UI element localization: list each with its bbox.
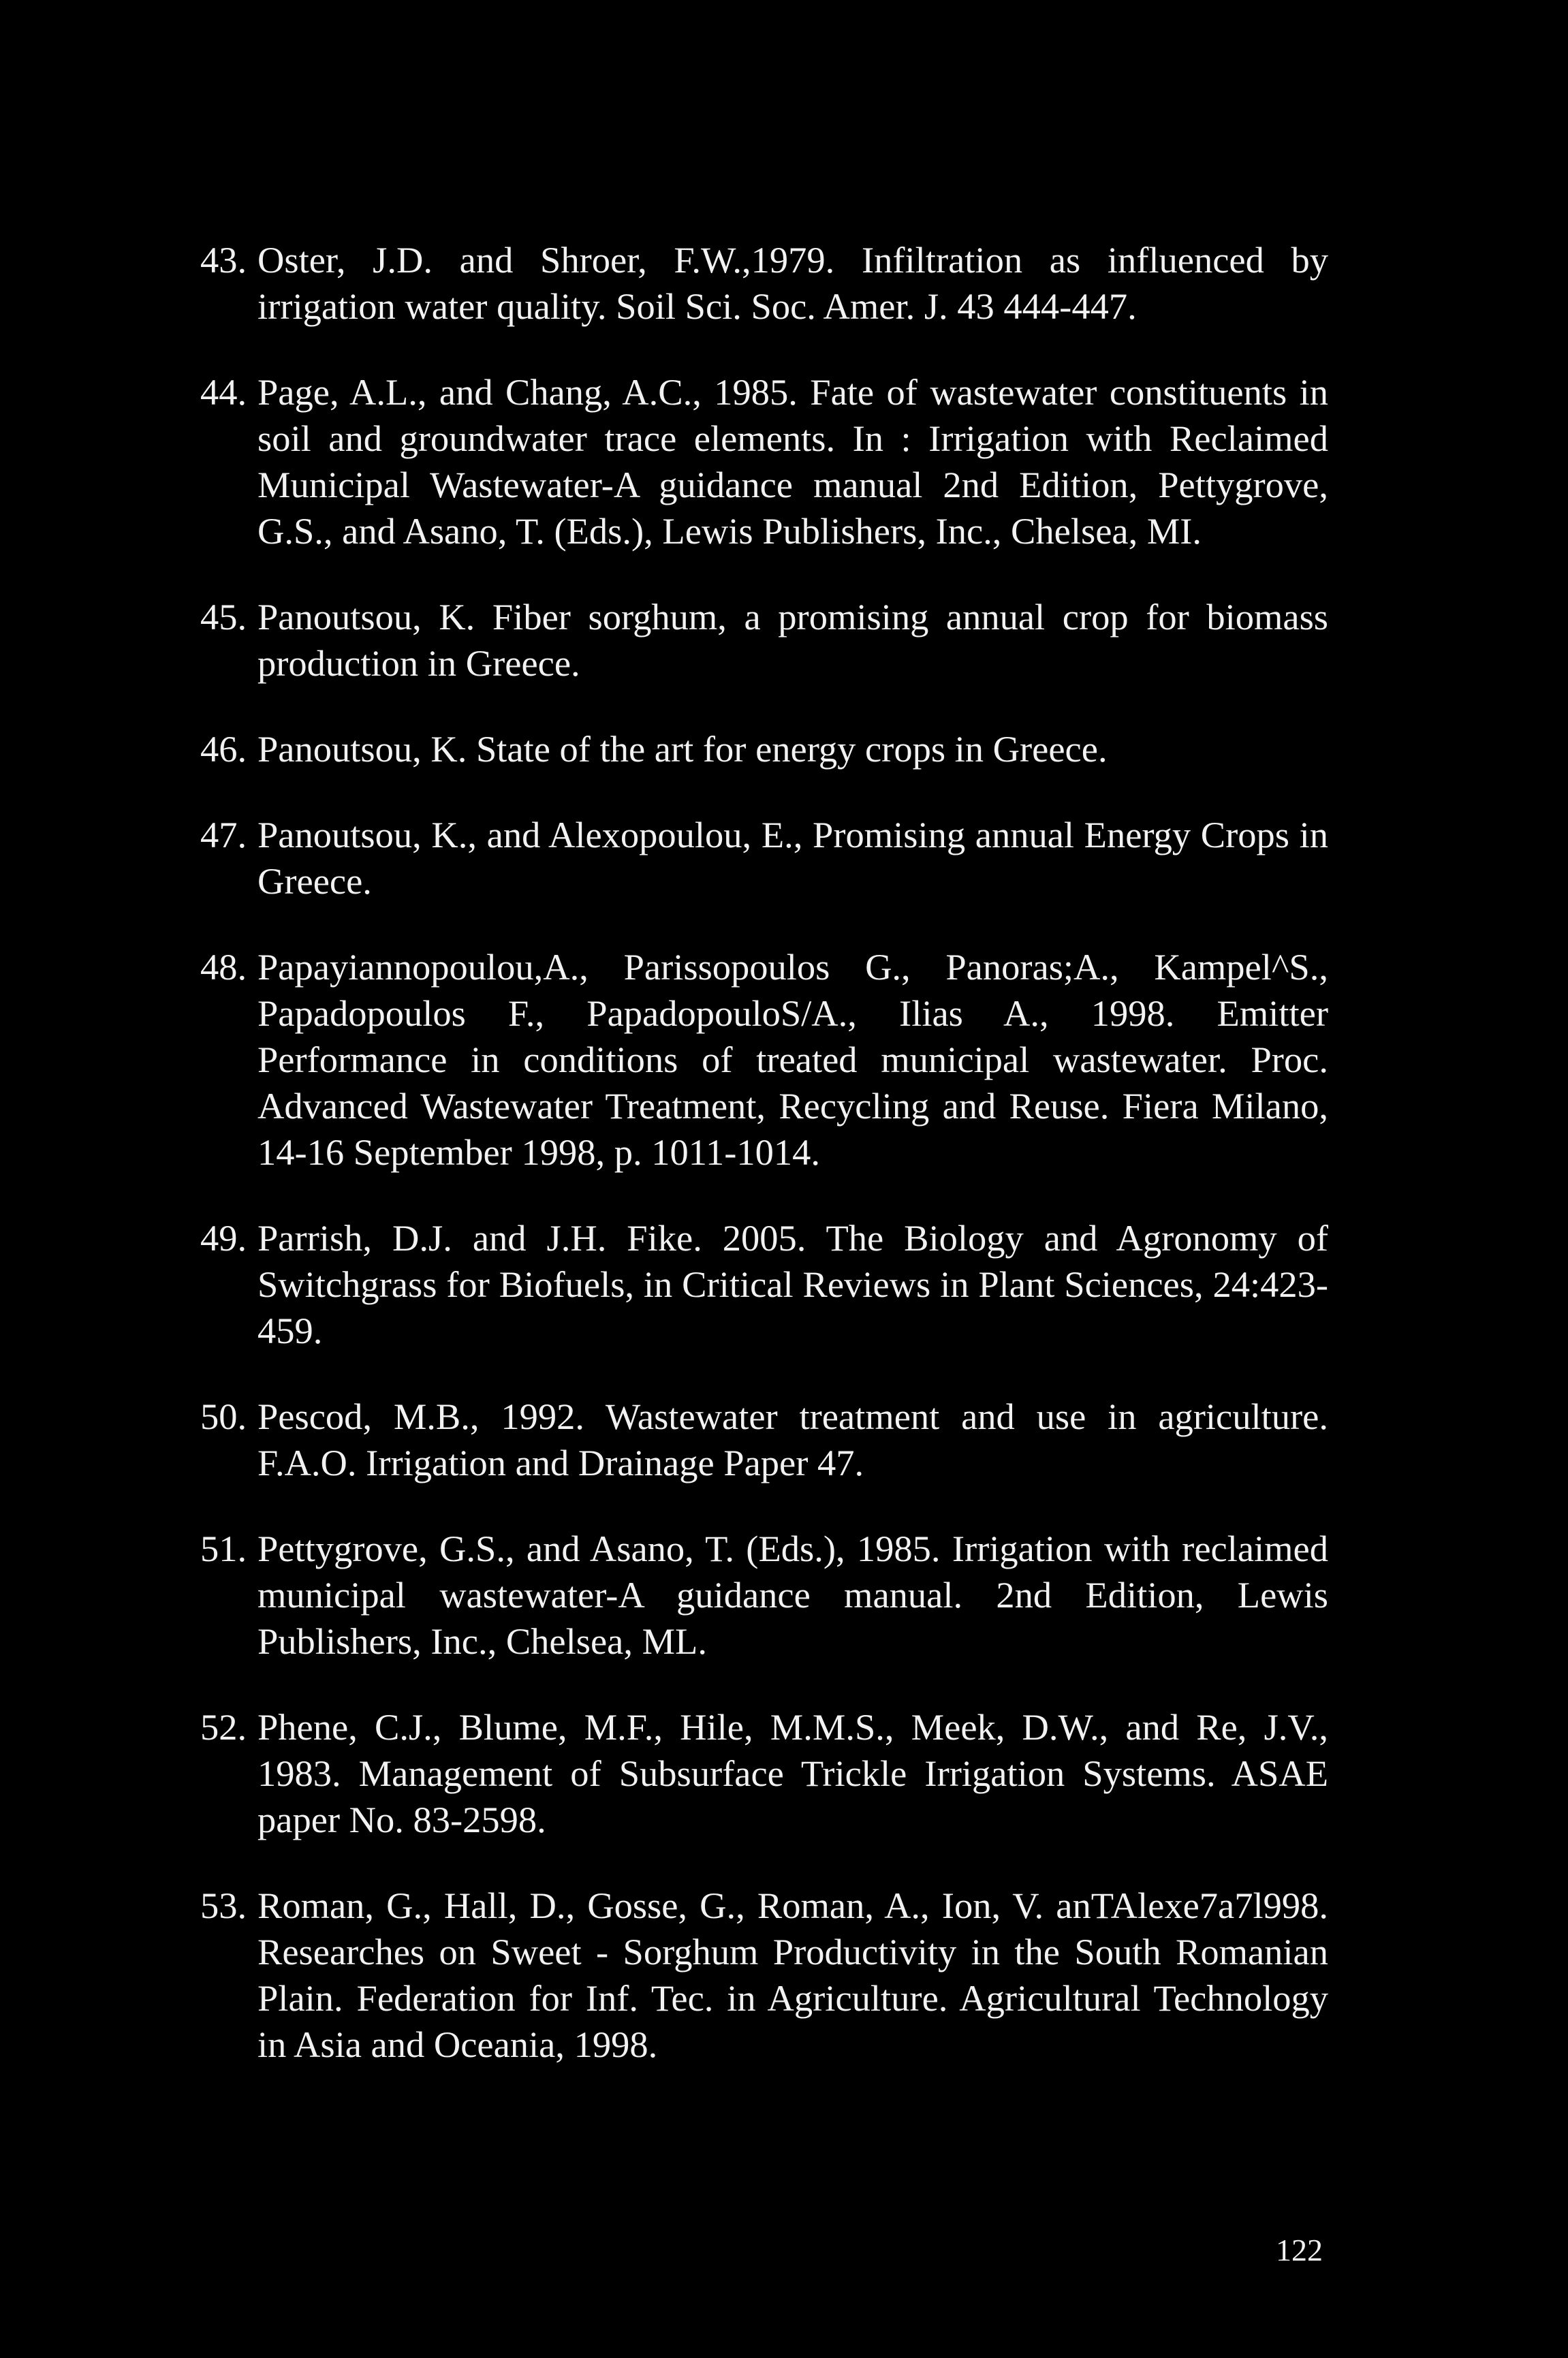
reference-item — [200, 726, 1328, 772]
page-number: 122 — [1276, 2233, 1323, 2267]
reference-number: 49. — [200, 1217, 247, 1259]
reference-number: 52. — [200, 1706, 247, 1748]
reference-text: Page, A.L., and Chang, A.C., 1985. Fate of wastewater constituents in soil and groundwater trace elements. In : Irrigation with Reclaimed Municipal Wastewater-A guidance manual 2nd Edition, Pettygrove, G.S., and Asano, T. (Eds.), Lewis Publishers, Inc., Chelsea, MI. — [257, 371, 1328, 552]
reference-item — [200, 812, 1328, 905]
reference-text: Panoutsou, K. Fiber sorghum, a promising annual crop for biomass production in Greece. — [257, 596, 1328, 684]
reference-item — [200, 1704, 1328, 1843]
reference-item — [200, 1394, 1328, 1486]
reference-text: Papayiannopoulou,A., Parissopoulos G., Panoras;A., Kampel^S., Papadopoulos F., PapadopouloS/A., Ilias A., 1998. Emitter Performance in conditions of treated municipal wastewater. Proc. Advanced Wastewater Treatment, Recycling and Reuse. Fiera Milano, 14-16 September 1998, p. 1011-1014. — [257, 946, 1328, 1173]
reference-text: Pettygrove, G.S., and Asano, T. (Eds.), 1985. Irrigation with reclaimed municipal wastewater-A guidance manual. 2nd Edition, Lewis Publishers, Inc., Chelsea, ML. — [257, 1528, 1328, 1662]
reference-text: Phene, C.J., Blume, M.F., Hile, M.M.S., Meek, D.W., and Re, J.V., 1983. Management of Subsurface Trickle Irrigation Systems. ASAE paper No. 83-2598. — [257, 1706, 1328, 1840]
reference-item — [200, 1526, 1328, 1665]
reference-item — [200, 1215, 1328, 1354]
reference-number: 46. — [200, 728, 247, 770]
reference-text: Panoutsou, K., and Alexopoulou, E., Promising annual Energy Crops in Greece. — [257, 814, 1328, 902]
reference-item — [200, 1883, 1328, 2068]
reference-number: 47. — [200, 814, 247, 855]
reference-number: 48. — [200, 946, 247, 988]
reference-number: 45. — [200, 596, 247, 638]
reference-number: 43. — [200, 239, 247, 281]
reference-text: Parrish, D.J. and J.H. Fike. 2005. The Biology and Agronomy of Switchgrass for Biofuels, in Critical Reviews in Plant Sciences, 24:423-459. — [257, 1217, 1328, 1351]
reference-number: 51. — [200, 1528, 247, 1569]
reference-list — [200, 237, 1328, 2107]
reference-text: Panoutsou, K. State of the art for energy crops in Greece. — [257, 728, 1108, 770]
reference-item — [200, 944, 1328, 1176]
reference-text: Roman, G., Hall, D., Gosse, G., Roman, A., Ion, V. anTAlexe7a7l998. Researches on Sweet - Sorghum Productivity in the South Romanian Plain. Federation for Inf. Tec. in Agriculture. Agricultural Technology in Asia and Oceania, 1998. — [257, 1885, 1328, 2065]
reference-item — [200, 594, 1328, 687]
reference-item — [200, 237, 1328, 330]
reference-number: 53. — [200, 1885, 247, 1926]
reference-text: Pescod, M.B., 1992. Wastewater treatment and use in agriculture. F.A.O. Irrigation and Drainage Paper 47. — [257, 1396, 1328, 1483]
reference-number: 44. — [200, 371, 247, 413]
reference-text: Oster, J.D. and Shroer, F.W.,1979. Infiltration as influenced by irrigation water quality. Soil Sci. Soc. Amer. J. 43 444-447. — [257, 239, 1328, 327]
reference-number: 50. — [200, 1396, 247, 1437]
reference-item — [200, 369, 1328, 554]
